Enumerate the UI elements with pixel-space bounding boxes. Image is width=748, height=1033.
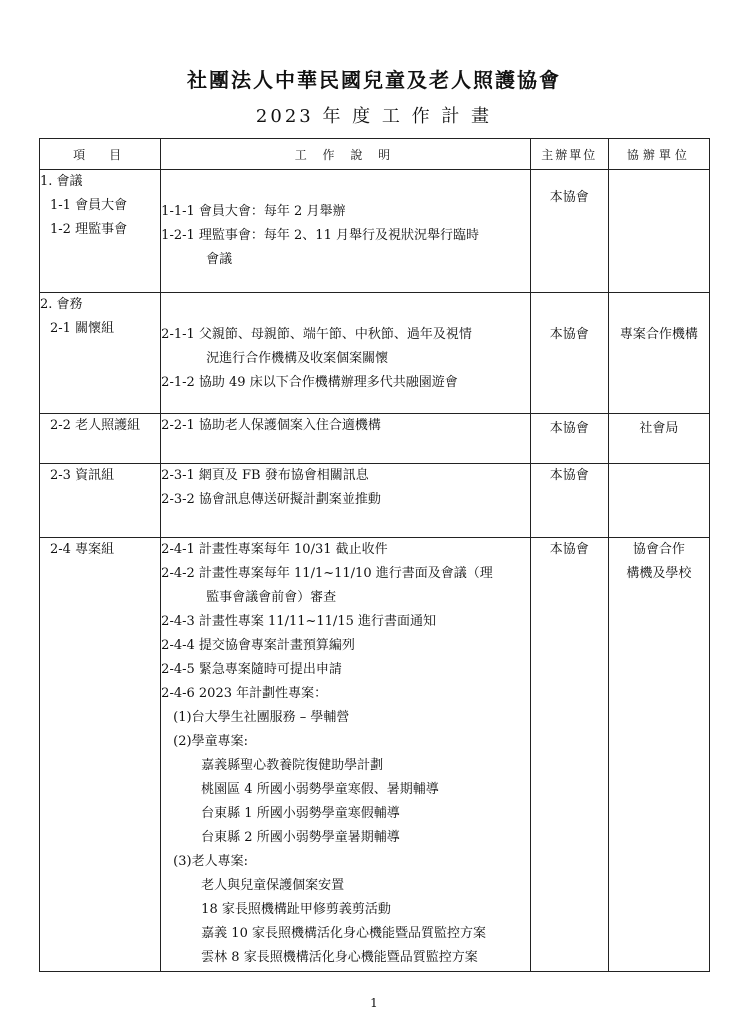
description-line: (1)台大學生社團服務 – 學輔營 — [173, 710, 350, 725]
description-line: 1-1-1 會員大會：每年 2 月舉辦 — [161, 204, 346, 219]
description-line: 1-2-1 理監事會：每年 2、11 月舉行及視狀況舉行臨時 — [161, 228, 479, 243]
host-unit: 本協會 — [530, 414, 608, 464]
description-line: 桃園區 4 所國小弱勢學童寒假、暑期輔導 — [201, 782, 439, 797]
page-number: 1 — [370, 996, 378, 1010]
table-row — [40, 414, 710, 464]
table-row — [40, 538, 710, 972]
item-sub: 1-1 會員大會 — [50, 198, 128, 213]
description-line: 會議 — [206, 252, 233, 267]
coop-unit: 協會合作 — [632, 542, 685, 557]
coop-unit: 構機及學校 — [626, 566, 692, 581]
table-header-row — [40, 139, 710, 170]
description-line: 2-3-1 網頁及 FB 發布協會相關訊息 — [161, 468, 369, 483]
item-heading: 1. 會議 — [40, 174, 83, 189]
description-line: 2-4-3 計畫性專案 11/11~11/15 進行書面通知 — [161, 614, 436, 629]
item-sub: 2-2 老人照護組 — [50, 418, 141, 433]
coop-unit — [608, 464, 709, 538]
table-row — [40, 170, 710, 293]
item-sub: 1-2 理監事會 — [50, 222, 128, 237]
description-line: 2-4-1 計畫性專案每年 10/31 截止收件 — [161, 542, 388, 557]
work-plan-table — [39, 138, 710, 972]
header-description: 工 作 說 明 — [161, 139, 531, 170]
description-line: 2-1-2 協助 49 床以下合作機構辦理多代共融園遊會 — [161, 375, 458, 390]
coop-unit: 社會局 — [608, 414, 709, 464]
host-unit: 本協會 — [530, 170, 608, 293]
description-line: 雲林 8 家長照機構活化身心機能暨品質監控方案 — [201, 950, 478, 965]
description-line: 2-2-1 協助老人保護個案入住合適機構 — [161, 418, 381, 433]
table-row — [40, 464, 710, 538]
table-row — [40, 293, 710, 414]
header-coop-unit: 協辦單位 — [608, 139, 709, 170]
item-sub: 2-1 關懷組 — [50, 321, 115, 336]
item-heading: 2. 會務 — [40, 297, 83, 312]
item-sub: 2-3 資訊組 — [50, 468, 115, 483]
coop-unit: 專案合作機構 — [608, 293, 709, 414]
description-line: (3)老人專案: — [173, 854, 248, 869]
host-unit: 本協會 — [530, 293, 608, 414]
description-line: 2-4-5 緊急專案隨時可提出申請 — [161, 662, 342, 677]
description-line: 18 家長照機構趾甲修剪義剪活動 — [201, 902, 391, 917]
host-unit: 本協會 — [530, 464, 608, 538]
description-line: (2)學童專案: — [173, 734, 248, 749]
coop-unit — [608, 170, 709, 293]
description-line: 2-4-2 計畫性專案每年 11/1~11/10 進行書面及會議（理 — [161, 566, 493, 581]
description-line: 台東縣 2 所國小弱勢學童暑期輔導 — [201, 830, 400, 845]
description-line: 嘉義縣聖心教養院復健助學計劃 — [201, 758, 384, 773]
description-line: 2-1-1 父親節、母親節、端午節、中秋節、過年及視情 — [161, 327, 472, 342]
description-line: 台東縣 1 所國小弱勢學童寒假輔導 — [201, 806, 400, 821]
description-line: 況進行合作機構及收案個案關懷 — [206, 351, 389, 366]
header-host-unit: 主辦單位 — [530, 139, 608, 170]
document-title: 社團法人中華民國兒童及老人照護協會 — [187, 68, 561, 92]
description-line: 監事會議會前會）審查 — [206, 590, 337, 605]
description-line: 老人與兒童保護個案安置 — [201, 878, 345, 893]
host-unit: 本協會 — [530, 538, 608, 972]
item-sub: 2-4 專案組 — [50, 542, 115, 557]
document-subtitle: 2023 年 度 工 作 計 畫 — [255, 106, 493, 127]
description-line: 2-3-2 協會訊息傳送研擬計劃案並推動 — [161, 492, 381, 507]
header-item: 項 目 — [40, 139, 161, 170]
description-line: 嘉義 10 家長照機構活化身心機能暨品質監控方案 — [201, 926, 486, 941]
description-line: 2-4-6 2023 年計劃性專案： — [161, 686, 328, 701]
description-line: 2-4-4 提交協會專案計畫預算編列 — [161, 638, 355, 653]
